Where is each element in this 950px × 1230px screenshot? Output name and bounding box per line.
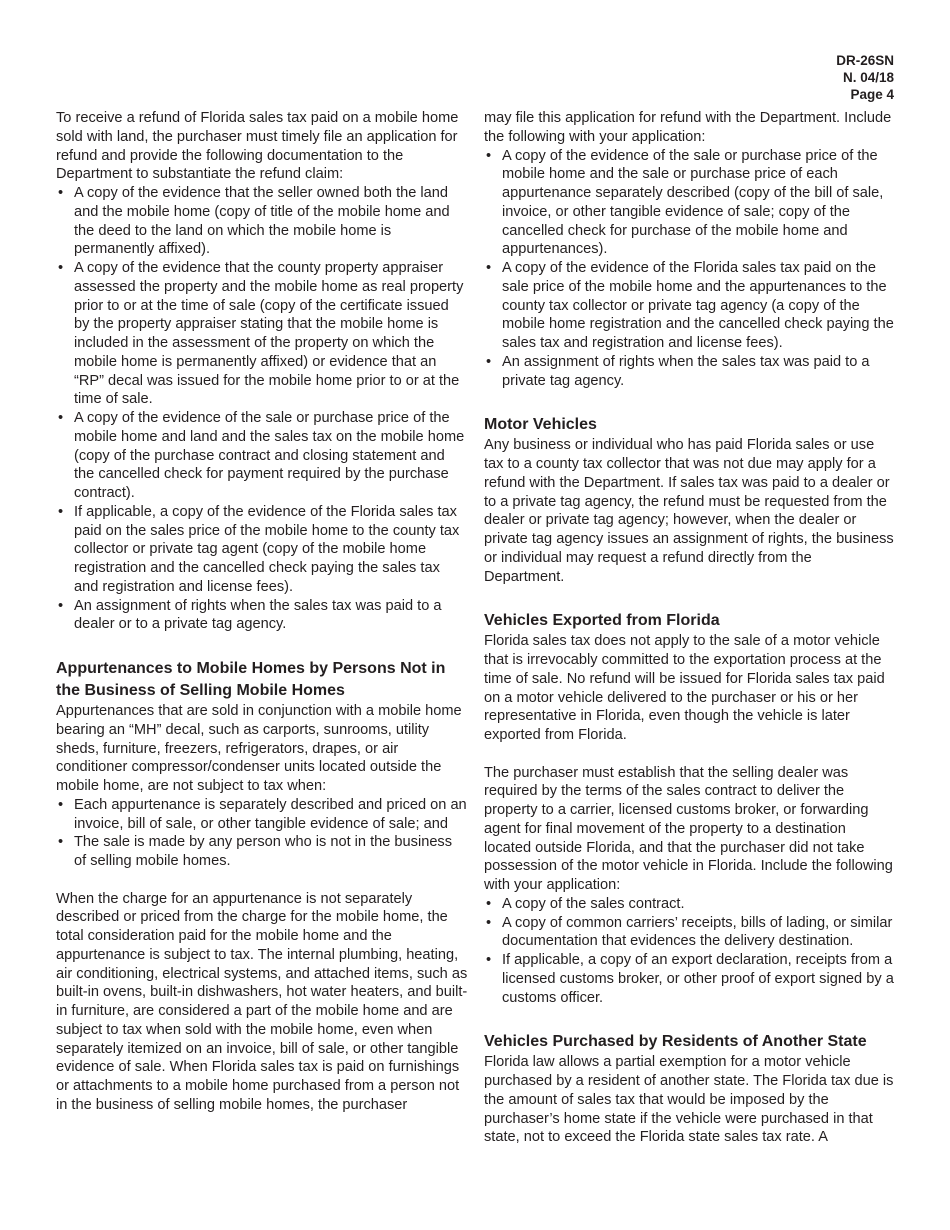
- appurtenances-heading: Appurtenances to Mobile Homes by Persons Not in the Business of Selling Mobile Homes: [56, 660, 446, 699]
- list-item: • A copy of the evidence of the Florida sales tax paid on the sale price of the mobile home and the appurtenances to the county tax collector or private tag agency (a copy of the mobile home registration and the cancelled check paying the sales tax and registration and license fees).: [484, 259, 896, 353]
- list-item: • A copy of the evidence that the county property appraiser assessed the property and the mobile home as real property prior to or at the time of sale (copy of the certificate issued by the property appraiser stating that the mobile home is included in the assessment of the property on which the mobile home is permanently affixed) or evidence that an “RP” decal was issued for the mobile home prior to or at the time of sale.: [56, 259, 468, 409]
- intro-list: [56, 184, 468, 634]
- right-column: [484, 109, 896, 1147]
- form-id: DR-26SN: [836, 53, 894, 68]
- list-item: • If applicable, a copy of an export declaration, receipts from a licensed customs broker, or other proof of export signed by a customs officer.: [484, 951, 896, 1007]
- motor-vehicles-heading: Motor Vehicles: [484, 416, 597, 434]
- form-header: [836, 52, 894, 103]
- motor-vehicles-paragraph: Any business or individual who has paid Florida sales or use tax to a county tax collector that was not due may apply for a refund with the Department. If sales tax was paid to a dealer or to a private tag agency, the refund must be requested from the dealer or private tag agency; however, when the dealer or private tag agency issues an assignment of rights, the business or individual may request a refund directly from the Department.: [484, 437, 894, 585]
- page-number: Page 4: [850, 87, 894, 102]
- list-item: • A copy of the evidence that the seller owned both the land and the mobile home (copy of title of the mobile home and the deed to the land on which the mobile home is permanently affixed).: [56, 184, 468, 259]
- appurtenances-paragraph-2: When the charge for an appurtenance is not separately described or priced from the charge for the mobile home, the total consideration paid for the mobile home and the appurtenance is subject to tax. The internal plumbing, heating, air conditioning, electrical systems, and attached items, such as built-in ovens, built-in dishwashers, hot water heaters, and built-in furniture, are considered a part of the mobile home and are subject to tax when sold with the mobile home, even when separately itemized on an invoice, bill of sale, or other tangible evidence of sale. When Florida sales tax is paid on furnishings or attachments to a mobile home purchased from a person not in the business of selling mobile homes, the purchaser: [56, 890, 468, 1113]
- list-item: • If applicable, a copy of the evidence of the Florida sales tax paid on the sales price of the mobile home to the county tax collector or private tag agent (copy of the mobile home registration and the cancelled check paying the sales tax and registration and license fees).: [56, 503, 468, 597]
- list-item: • Each appurtenance is separately described and priced on an invoice, bill of sale, or other tangible evidence of sale; and: [56, 796, 468, 834]
- vehicles-exported-heading: Vehicles Exported from Florida: [484, 612, 720, 630]
- list-item: • An assignment of rights when the sales tax was paid to a dealer or to a private tag agency.: [56, 597, 468, 635]
- list-item: • An assignment of rights when the sales tax was paid to a private tag agency.: [484, 353, 896, 391]
- left-column: [56, 109, 468, 1115]
- list-item: • A copy of the evidence of the sale or purchase price of the mobile home and land and the sales tax on the mobile home (copy of the purchase contract and closing statement and the cancelled check for payment required by the purchase contract).: [56, 409, 468, 503]
- appurtenances-paragraph: Appurtenances that are sold in conjunction with a mobile home bearing an “MH” decal, such as carports, sunrooms, utility sheds, furniture, freezers, refrigerators, drapes, or air conditioner compressor/condenser units located outside the mobile home, are not subject to tax when:: [56, 703, 462, 794]
- residents-paragraph: Florida law allows a partial exemption for a motor vehicle purchased by a resident of another state. The Florida tax due is the amount of sales tax that would be imposed by the purchaser’s home state if the vehicle were purchased in that state, not to exceed the Florida state sales tax rate. A: [484, 1054, 894, 1146]
- list-item: • The sale is made by any person who is not in the business of selling mobile homes.: [56, 833, 468, 871]
- vehicles-exported-paragraph-2: The purchaser must establish that the selling dealer was required by the terms of the sales contract to deliver the property to a carrier, licensed customs broker, or forwarding agent for final movement of the property to a destination located outside Florida, and that the purchaser did not take possession of the motor vehicle in Florida. Include the following with your application:: [484, 764, 893, 893]
- appurtenances-list: [56, 796, 468, 871]
- residents-heading: Vehicles Purchased by Residents of Another State: [484, 1033, 867, 1051]
- list-item: • A copy of the evidence of the sale or purchase price of the mobile home and the sale or purchase price of each appurtenance separately described (copy of the bill of sale, invoice, or other tangible evidence of sale; copy of the cancelled check for purchase of the mobile home and appurtenances).: [484, 147, 896, 260]
- list-item: • A copy of common carriers’ receipts, bills of lading, or similar documentation that evidences the delivery destination.: [484, 914, 896, 952]
- vehicles-exported-paragraph: Florida sales tax does not apply to the sale of a motor vehicle that is irrevocably committed to the exportation process at the time of sale. No refund will be issued for Florida sales tax paid on a motor vehicle delivered to the purchaser or his or her representative in Florida, even though the vehicle is later exported from Florida.: [484, 633, 885, 743]
- intro-paragraph: To receive a refund of Florida sales tax paid on a mobile home sold with land, the purchaser must timely file an application for refund and provide the following documentation to the Department to substantiate the refund claim:: [56, 110, 459, 183]
- form-revision: N. 04/18: [842, 70, 894, 85]
- vehicles-exported-list: [484, 895, 896, 1008]
- list-item: • A copy of the sales contract.: [484, 895, 896, 914]
- continued-paragraph: may file this application for refund with the Department. Include the following with your application:: [484, 110, 892, 145]
- continued-list: [484, 147, 896, 391]
